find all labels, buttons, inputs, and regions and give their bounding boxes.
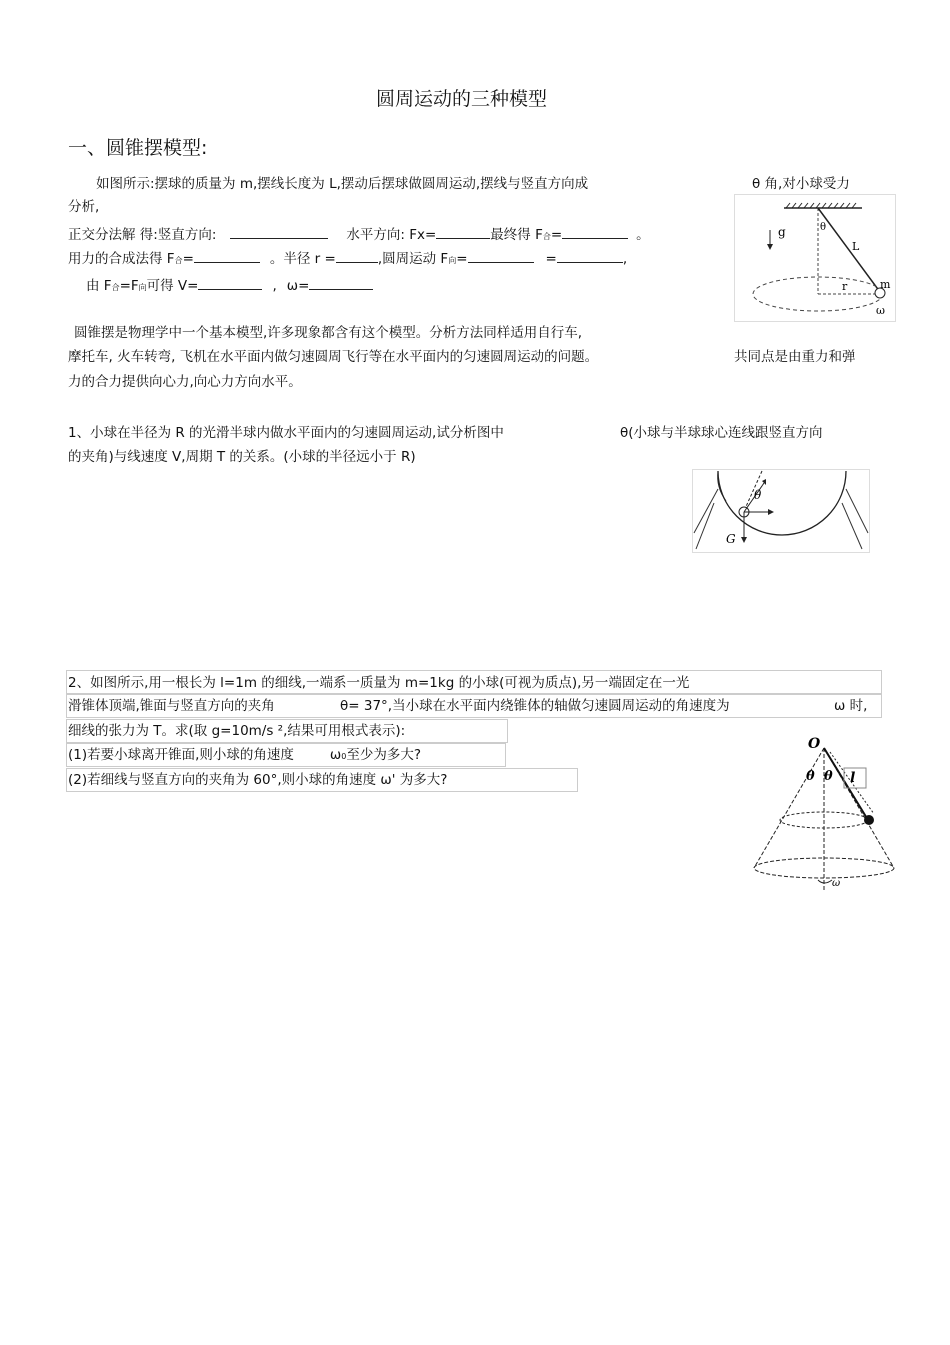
omega-label: ω (832, 878, 841, 889)
subscript: 0 (341, 752, 347, 761)
q1-line-1: 1、小球在半径为 R 的光滑半球内做水平面内的匀速圆周运动,试分析图中 (68, 425, 504, 441)
page-title: 圆周运动的三种模型 (376, 88, 548, 110)
intro-line-1-end: θ 角,对小球受力 (752, 176, 850, 192)
theta-label: θ (754, 488, 762, 502)
label: 水平方向: Fx= (346, 227, 437, 243)
label: =F (119, 278, 139, 294)
q1-line-1-end: θ(小球与半球球心连线跟竖直方向 (620, 425, 823, 441)
label: = (545, 251, 557, 267)
label: ,圆周运动 F (377, 251, 449, 267)
label: , (622, 251, 628, 267)
result-line (86, 275, 373, 297)
label: = (550, 227, 563, 243)
apex-label: O (808, 736, 821, 752)
cone-figure (748, 730, 898, 892)
q1-line-2: 的夹角)与线速度 V,周期 T 的关系。(小球的半径远小于 R) (68, 449, 416, 465)
length-label: l (850, 770, 856, 786)
q2-line-2-mid: θ= 37°,当小球在水平面内绕锥体的轴做匀速圆周运动的角速度为 (340, 698, 730, 714)
label: 。半径 r = (269, 251, 336, 267)
blank-omega[interactable] (309, 275, 373, 290)
q2-line-3: 细线的张力为 T。求(取 g=10m/s ²,结果可用根式表示): (68, 723, 406, 739)
subscript: 合 (174, 256, 183, 265)
q2-line-1: 2、如图所示,用一根长为 l=1m 的细线,一端系一质量为 m=1kg 的小球(可视为质点),另一端固定在一光 (68, 675, 690, 691)
paragraph-line-2: 摩托车, 火车转弯, 飞机在水平面内做匀速圆周飞行等在水平面内的匀速圆周运动的问题。 (68, 349, 599, 365)
gravity-label: G (726, 532, 736, 546)
blank-fx[interactable] (436, 224, 490, 239)
paragraph-line-1: 圆锥摆是物理学中一个基本模型,许多现象都含有这个模型。分析方法同样适用自行车, (74, 325, 583, 341)
paragraph-line-2-end: 共同点是由重力和弹 (734, 349, 856, 365)
theta-label-right: θ (824, 769, 833, 784)
q2-sub-1 (68, 746, 421, 766)
hemisphere-figure (692, 469, 870, 553)
q2-line-2-end: ω 时, (834, 698, 868, 714)
paragraph-line-3: 力的合力提供向心力,向心力方向水平。 (68, 374, 302, 390)
length-label: L (852, 240, 860, 253)
orthogonal-line (68, 224, 650, 246)
intro-text: 如图所示:摆球的质量为 m,摆线长度为 L,摆动后摆球做圆周运动,摆线与竖直方向成 (96, 176, 589, 192)
gravity-label: g (778, 225, 786, 239)
mass-label: m (880, 278, 891, 291)
conical-pendulum-figure (734, 194, 896, 322)
label: 最终得 F (490, 227, 543, 243)
subscript: 合 (111, 283, 120, 292)
label: , (272, 278, 277, 294)
theta-label-left: θ (806, 769, 815, 784)
intro-line-1 (96, 175, 588, 193)
omega-label: ω (876, 304, 885, 317)
label: 。 (636, 227, 650, 243)
composition-line (68, 248, 627, 270)
blank-fcentripetal-1[interactable] (468, 248, 534, 263)
label: 正交分法解 得:竖直方向: (68, 227, 217, 243)
q2-line-2: 滑锥体顶端,锥面与竖直方向的夹角 (68, 698, 275, 714)
sub-text: (1)若要小球离开锥面,则小球的角速度 (68, 747, 294, 763)
blank-velocity[interactable] (198, 275, 262, 290)
theta-label: θ (820, 222, 827, 233)
label: = (456, 251, 468, 267)
sub-text: 至少为多大? (346, 747, 421, 763)
label: 用力的合成法得 F (68, 251, 175, 267)
q2-sub-2: (2)若细线与竖直方向的夹角为 60°,则小球的角速度 ω' 为多大? (68, 772, 448, 788)
radius-label: r (842, 280, 848, 293)
blank-fnet-2[interactable] (194, 248, 260, 263)
label: 可得 V= (146, 278, 199, 294)
label: ω= (286, 278, 310, 294)
blank-fnet[interactable] (562, 224, 628, 239)
label: 由 F (86, 278, 112, 294)
blank-radius[interactable] (336, 248, 378, 263)
label: = (182, 251, 194, 267)
subscript: 向 (448, 256, 457, 265)
section-heading: 一、圆锥摆模型: (68, 137, 208, 159)
subscript: 合 (542, 232, 551, 241)
omega-symbol: ω (329, 747, 342, 763)
intro-line-2: 分析, (68, 199, 100, 215)
blank-vertical[interactable] (230, 224, 328, 239)
subscript: 向 (138, 283, 147, 292)
blank-fcentripetal-2[interactable] (557, 248, 623, 263)
